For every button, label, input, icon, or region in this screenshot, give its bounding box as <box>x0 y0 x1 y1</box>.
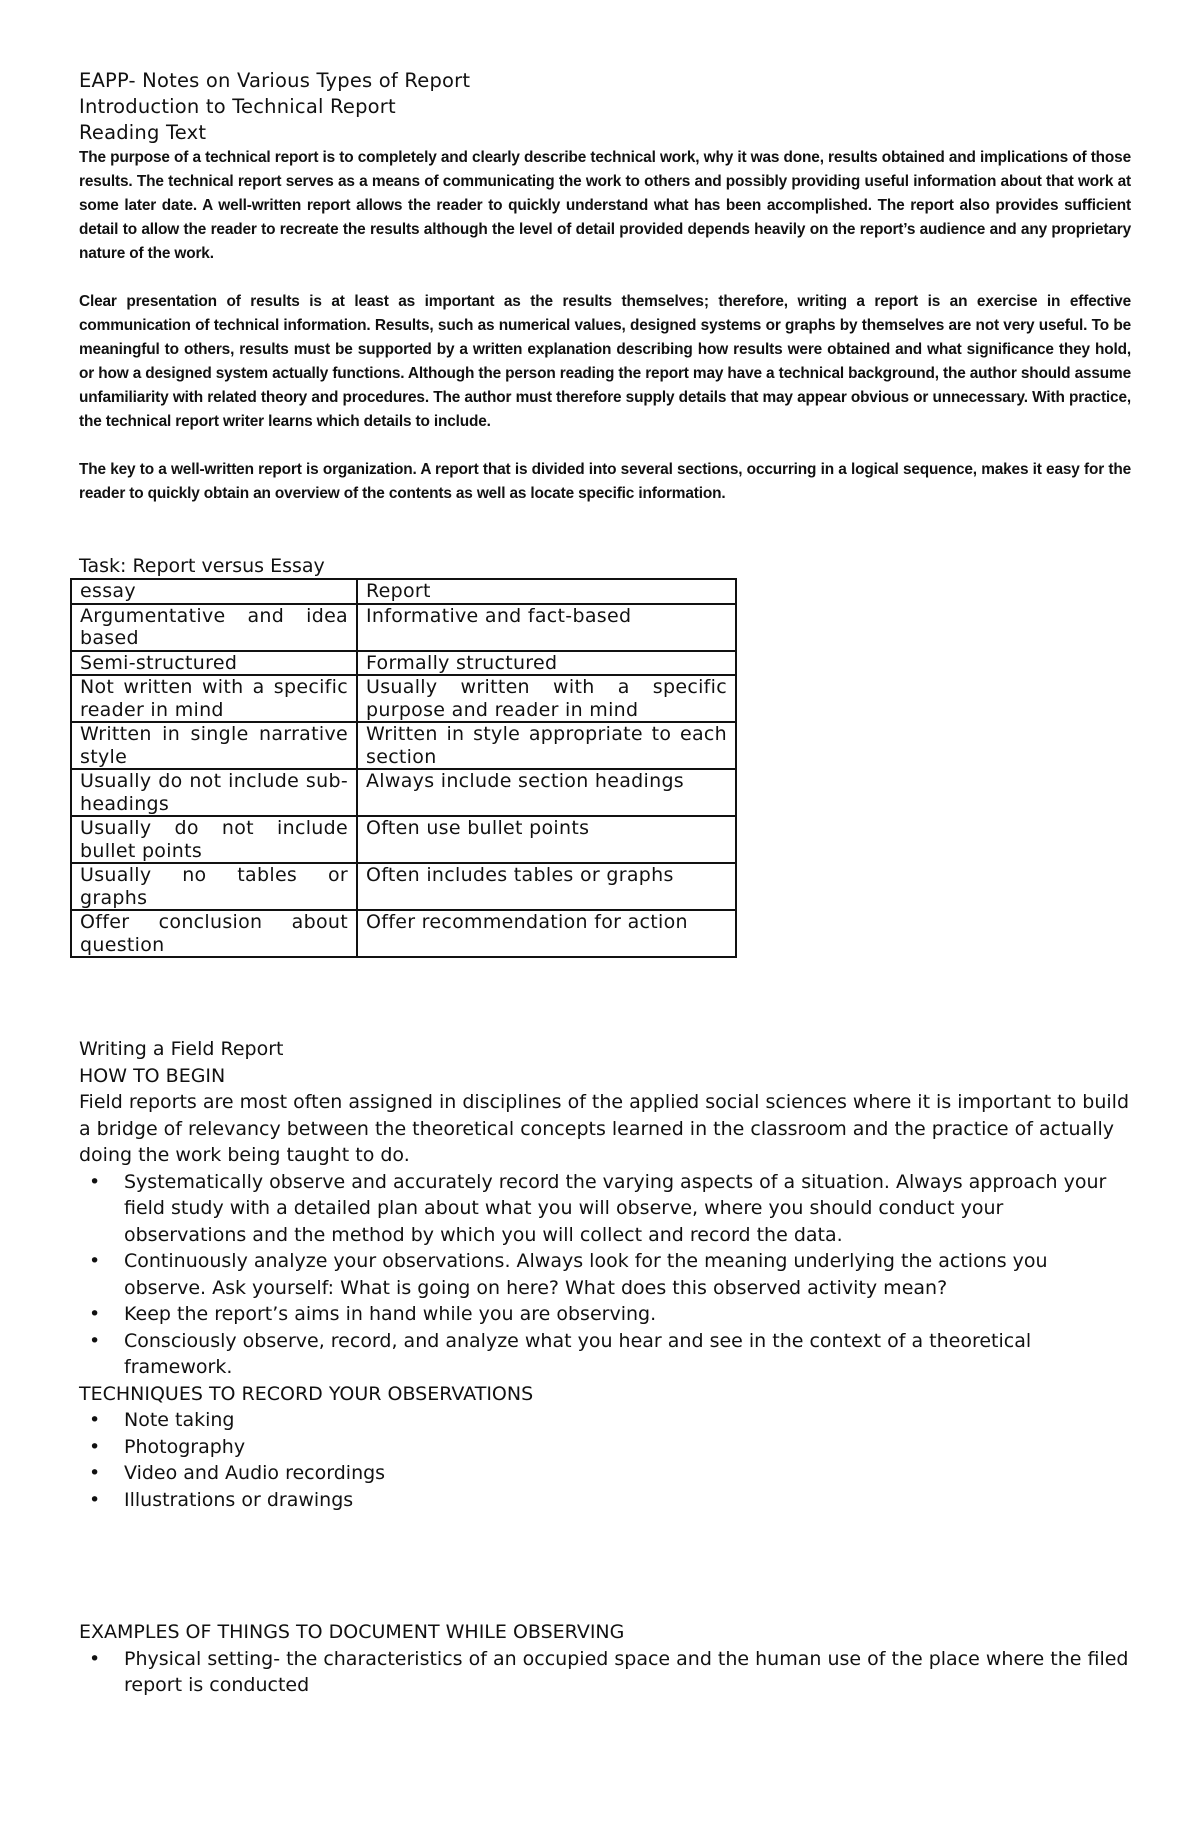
table-row <box>71 863 736 910</box>
table-header-row <box>71 579 736 604</box>
document-page <box>79 68 1131 1699</box>
table-cell: Usually no tables or graphs <box>71 863 357 910</box>
table-cell: Usually do not include bullet points <box>71 816 357 863</box>
bullet-icon: • <box>89 1303 101 1325</box>
task-title: Task: Report versus Essay <box>79 555 325 577</box>
table-row <box>71 722 736 769</box>
list-item <box>79 1407 1131 1434</box>
table-row <box>71 651 736 676</box>
list-item <box>79 1248 1131 1301</box>
document-title: EAPP- Notes on Various Types of Report <box>79 69 471 92</box>
table-row <box>71 675 736 722</box>
bullet-icon: • <box>89 1250 101 1272</box>
table-cell: Offer conclusion about question <box>71 910 357 957</box>
bullet-icon: • <box>89 1435 101 1458</box>
table-cell: Not written with a specific reader in mind <box>71 675 357 722</box>
examples-list <box>79 1646 1131 1699</box>
list-item <box>79 1169 1131 1249</box>
list-item-text: Illustrations or drawings <box>124 1488 354 1511</box>
list-item <box>79 1646 1131 1699</box>
table-cell: Often use bullet points <box>357 816 736 863</box>
table-row <box>71 769 736 816</box>
list-item <box>79 1328 1131 1381</box>
section-title: Introduction to Technical Report <box>79 95 396 118</box>
list-item-text: Systematically observe and accurately record the varying aspects of a situation. Always approach your field study with a detailed plan about what you will observe, where you should conduct your observations and the method by which you will collect and record the data. <box>124 1170 1107 1246</box>
techniques-heading: TECHNIQUES TO RECORD YOUR OBSERVATIONS <box>79 1382 534 1405</box>
list-item-text: Video and Audio recordings <box>124 1462 386 1484</box>
reading-text <box>79 146 1131 506</box>
list-item-text: Continuously analyze your observations. Always look for the meaning underlying the actions you observe. Ask yourself: What is going on here? What does this observed activity mean? <box>124 1250 1048 1299</box>
how-to-begin-list <box>79 1169 1131 1381</box>
table-cell: Usually do not include sub-headings <box>71 769 357 816</box>
bullet-icon: • <box>89 1329 101 1352</box>
list-item-text: Physical setting- the characteristics of an occupied space and the human use of the place where the filed report is conducted <box>124 1647 1129 1696</box>
list-item <box>79 1487 1131 1514</box>
table-cell: Always include section headings <box>357 769 736 816</box>
table-cell: Written in style appropriate to each section <box>357 722 736 769</box>
table-cell: Formally structured <box>357 651 736 676</box>
list-item-text: Consciously observe, record, and analyze what you hear and see in the context of a theoretical framework. <box>124 1329 1032 1378</box>
list-item <box>79 1301 1131 1328</box>
table-cell: Usually written with a specific purpose and reader in mind <box>357 675 736 722</box>
table-row <box>71 910 736 957</box>
subsection-title: Reading Text <box>79 121 207 144</box>
how-to-begin-heading: HOW TO BEGIN <box>79 1064 226 1087</box>
list-item <box>79 1434 1131 1461</box>
examples-heading: EXAMPLES OF THINGS TO DOCUMENT WHILE OBSERVING <box>79 1621 625 1643</box>
field-report-intro: Field reports are most often assigned in disciplines of the applied social sciences where it is important to build a bridge of relevancy between the theoretical concepts learned in the classroom and the practice of actually doing the work being taught to do. <box>79 1091 1130 1166</box>
reading-paragraph: Clear presentation of results is at least as important as the results themselves; therefore, writing a report is an exercise in effective communication of technical information. Results, such as numerical values, designed systems or graphs by themselves are not very useful. To be meaningful to others, results must be supported by a written explanation describing how results were obtained and what significance they hold, or how a designed system actually functions. Although the person reading the report may have a technical background, the author should assume unfamiliarity with related theory and procedures. The author must therefore supply details that may appear obvious or unnecessary. With practice, the technical report writer learns which details to include. <box>79 293 1131 430</box>
table-row <box>71 604 736 651</box>
table-cell: Argumentative and idea based <box>71 604 357 651</box>
table-cell: Informative and fact-based <box>357 604 736 651</box>
document-header <box>79 68 1131 146</box>
bullet-icon: • <box>89 1170 101 1193</box>
bullet-icon: • <box>89 1462 101 1484</box>
table-cell: Offer recommendation for action <box>357 910 736 957</box>
reading-paragraph: The key to a well-written report is organization. A report that is divided into several sections, occurring in a logical sequence, makes it easy for the reader to quickly obtain an overview of the contents as well as locate specific information. <box>79 461 1131 502</box>
table-cell: Semi-structured <box>71 651 357 676</box>
spacer <box>79 1513 1131 1619</box>
list-item-text: Keep the report’s aims in hand while you are observing. <box>124 1303 657 1325</box>
list-item-text: Note taking <box>124 1409 235 1431</box>
techniques-list <box>79 1407 1131 1513</box>
table-cell: Written in single narrative style <box>71 722 357 769</box>
reading-paragraph: The purpose of a technical report is to completely and clearly describe technical work, why it was done, results obtained and implications of those results. The technical report serves as a means of communicating the work to others and possibly providing useful information about that work at some later date. A well-written report allows the reader to quickly understand what has been accomplished. The report also provides sufficient detail to allow the reader to recreate the results although the level of detail provided depends heavily on the report’s audience and any proprietary nature of the work. <box>79 149 1131 262</box>
bullet-icon: • <box>89 1409 101 1431</box>
bullet-icon: • <box>89 1488 101 1511</box>
field-report-title: Writing a Field Report <box>79 1038 284 1060</box>
table-cell: Often includes tables or graphs <box>357 863 736 910</box>
table-header-cell: essay <box>71 579 357 604</box>
report-vs-essay-table <box>70 578 737 958</box>
table-header-cell: Report <box>357 579 736 604</box>
field-report-section <box>79 1036 1131 1699</box>
list-item-text: Photography <box>124 1435 246 1458</box>
table-row <box>71 816 736 863</box>
bullet-icon: • <box>89 1647 101 1670</box>
list-item <box>79 1460 1131 1487</box>
